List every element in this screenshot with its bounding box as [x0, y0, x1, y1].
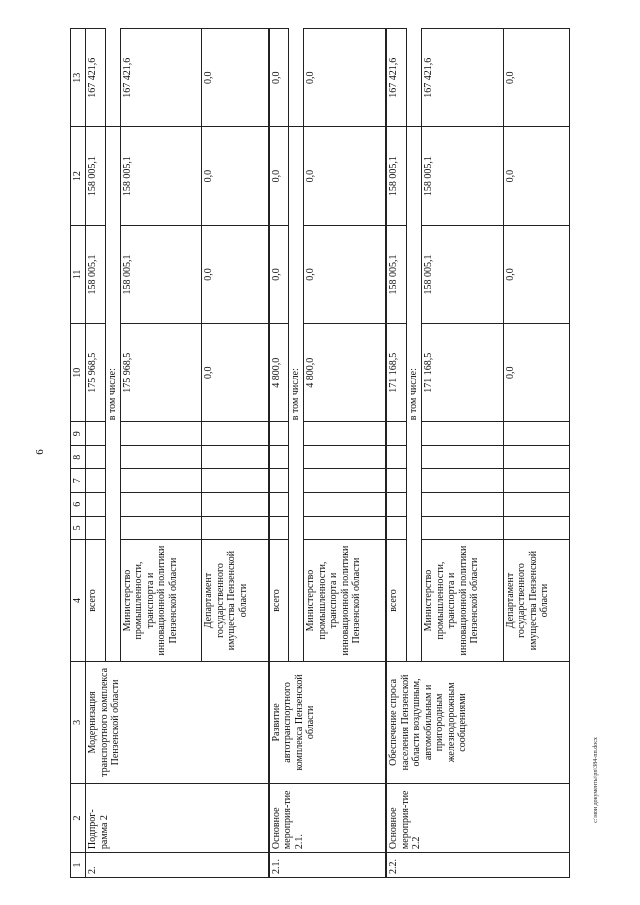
value-cell: 171 168,5: [422, 324, 504, 422]
row-label-department: Департамент государственного имущества Пензенской области: [503, 540, 569, 662]
value-cell: 158 005,1: [386, 127, 406, 225]
col-header: 5: [71, 516, 86, 540]
row-name: Обеспечение спроса населения Пензенской области воздушным, автомобильным и пригородным железнодорожным сообщениями: [386, 661, 569, 783]
value-cell: 0,0: [202, 127, 269, 225]
row-label-department: Департамент государственного имущества Пензенской области: [202, 540, 269, 662]
value-cell: 167 421,6: [422, 29, 504, 127]
col-header: 6: [71, 493, 86, 517]
value-cell: 175 968,5: [120, 324, 202, 422]
budget-table: [70, 28, 570, 878]
value-cell: 0,0: [304, 127, 386, 225]
rotated-page-content: [70, 28, 570, 878]
row-label-vsego: всего: [269, 540, 289, 662]
value-cell: 0,0: [202, 324, 269, 422]
footer-file-path: c:\мои документы\рп\384-пп.docx: [593, 737, 599, 823]
col-header: 4: [71, 540, 86, 662]
col-header: 3: [71, 661, 86, 783]
row-type: Подпрог-рамма 2: [86, 783, 269, 852]
table-row: [269, 29, 289, 878]
row-number: 2.: [86, 853, 269, 878]
row-name: Модернизация транспортного комплекса Пензенской области: [86, 661, 269, 783]
value-cell: 175 968,5: [86, 324, 106, 422]
page-number: 6: [34, 449, 46, 455]
col-header: 7: [71, 469, 86, 493]
col-header: 13: [71, 29, 86, 127]
value-cell: 167 421,6: [386, 29, 406, 127]
value-cell: 0,0: [304, 225, 386, 323]
value-cell: 0,0: [503, 127, 569, 225]
col-header: 8: [71, 445, 86, 469]
value-cell: 0,0: [269, 127, 289, 225]
value-cell: 0,0: [202, 29, 269, 127]
value-cell: 0,0: [269, 29, 289, 127]
col-header: 12: [71, 127, 86, 225]
value-cell: 0,0: [269, 225, 289, 323]
value-cell: 158 005,1: [86, 225, 106, 323]
row-label-ministry: Министерство промышленности, транспорта и инновационной политики Пензенской области: [422, 540, 504, 662]
table-row: [386, 29, 406, 878]
value-cell: 158 005,1: [422, 127, 504, 225]
row-label-ministry: Министерство промышленности, транспорта и инновационной политики Пензенской области: [304, 540, 386, 662]
value-cell: 158 005,1: [386, 225, 406, 323]
value-cell: 158 005,1: [86, 127, 106, 225]
in-total-label: в том числе:: [105, 127, 120, 662]
row-label-vsego: всего: [86, 540, 106, 662]
row-label-ministry: Министерство промышленности, транспорта и инновационной политики Пензенской области: [120, 540, 202, 662]
value-cell: 4 800,0: [304, 324, 386, 422]
row-name: Развитие автотранспортного комплекса Пензенской области: [269, 661, 387, 783]
value-cell: 0,0: [202, 225, 269, 323]
value-cell: 158 005,1: [120, 225, 202, 323]
col-header: 11: [71, 225, 86, 323]
row-type: Основное мероприя-тие 2.2: [386, 783, 569, 852]
value-cell: 0,0: [503, 324, 569, 422]
value-cell: 0,0: [503, 29, 569, 127]
value-cell: 4 800,0: [269, 324, 289, 422]
row-label-vsego: всего: [386, 540, 406, 662]
row-number: 2.1.: [269, 853, 387, 878]
col-header: 1: [71, 853, 86, 878]
in-total-label: в том числе:: [289, 127, 304, 662]
value-cell: 158 005,1: [422, 225, 504, 323]
value-cell: 167 421,6: [120, 29, 202, 127]
table-row: [86, 29, 106, 878]
value-cell: 167 421,6: [86, 29, 106, 127]
col-header: 9: [71, 422, 86, 446]
value-cell: 158 005,1: [120, 127, 202, 225]
row-number: 2.2.: [386, 853, 569, 878]
col-header: 10: [71, 324, 86, 422]
in-total-label: в том числе:: [407, 127, 422, 662]
header-row: [71, 29, 86, 878]
value-cell: 0,0: [304, 29, 386, 127]
col-header: 2: [71, 783, 86, 852]
row-type: Основное мероприя-тие 2.1.: [269, 783, 387, 852]
value-cell: 171 168,5: [386, 324, 406, 422]
value-cell: 0,0: [503, 225, 569, 323]
